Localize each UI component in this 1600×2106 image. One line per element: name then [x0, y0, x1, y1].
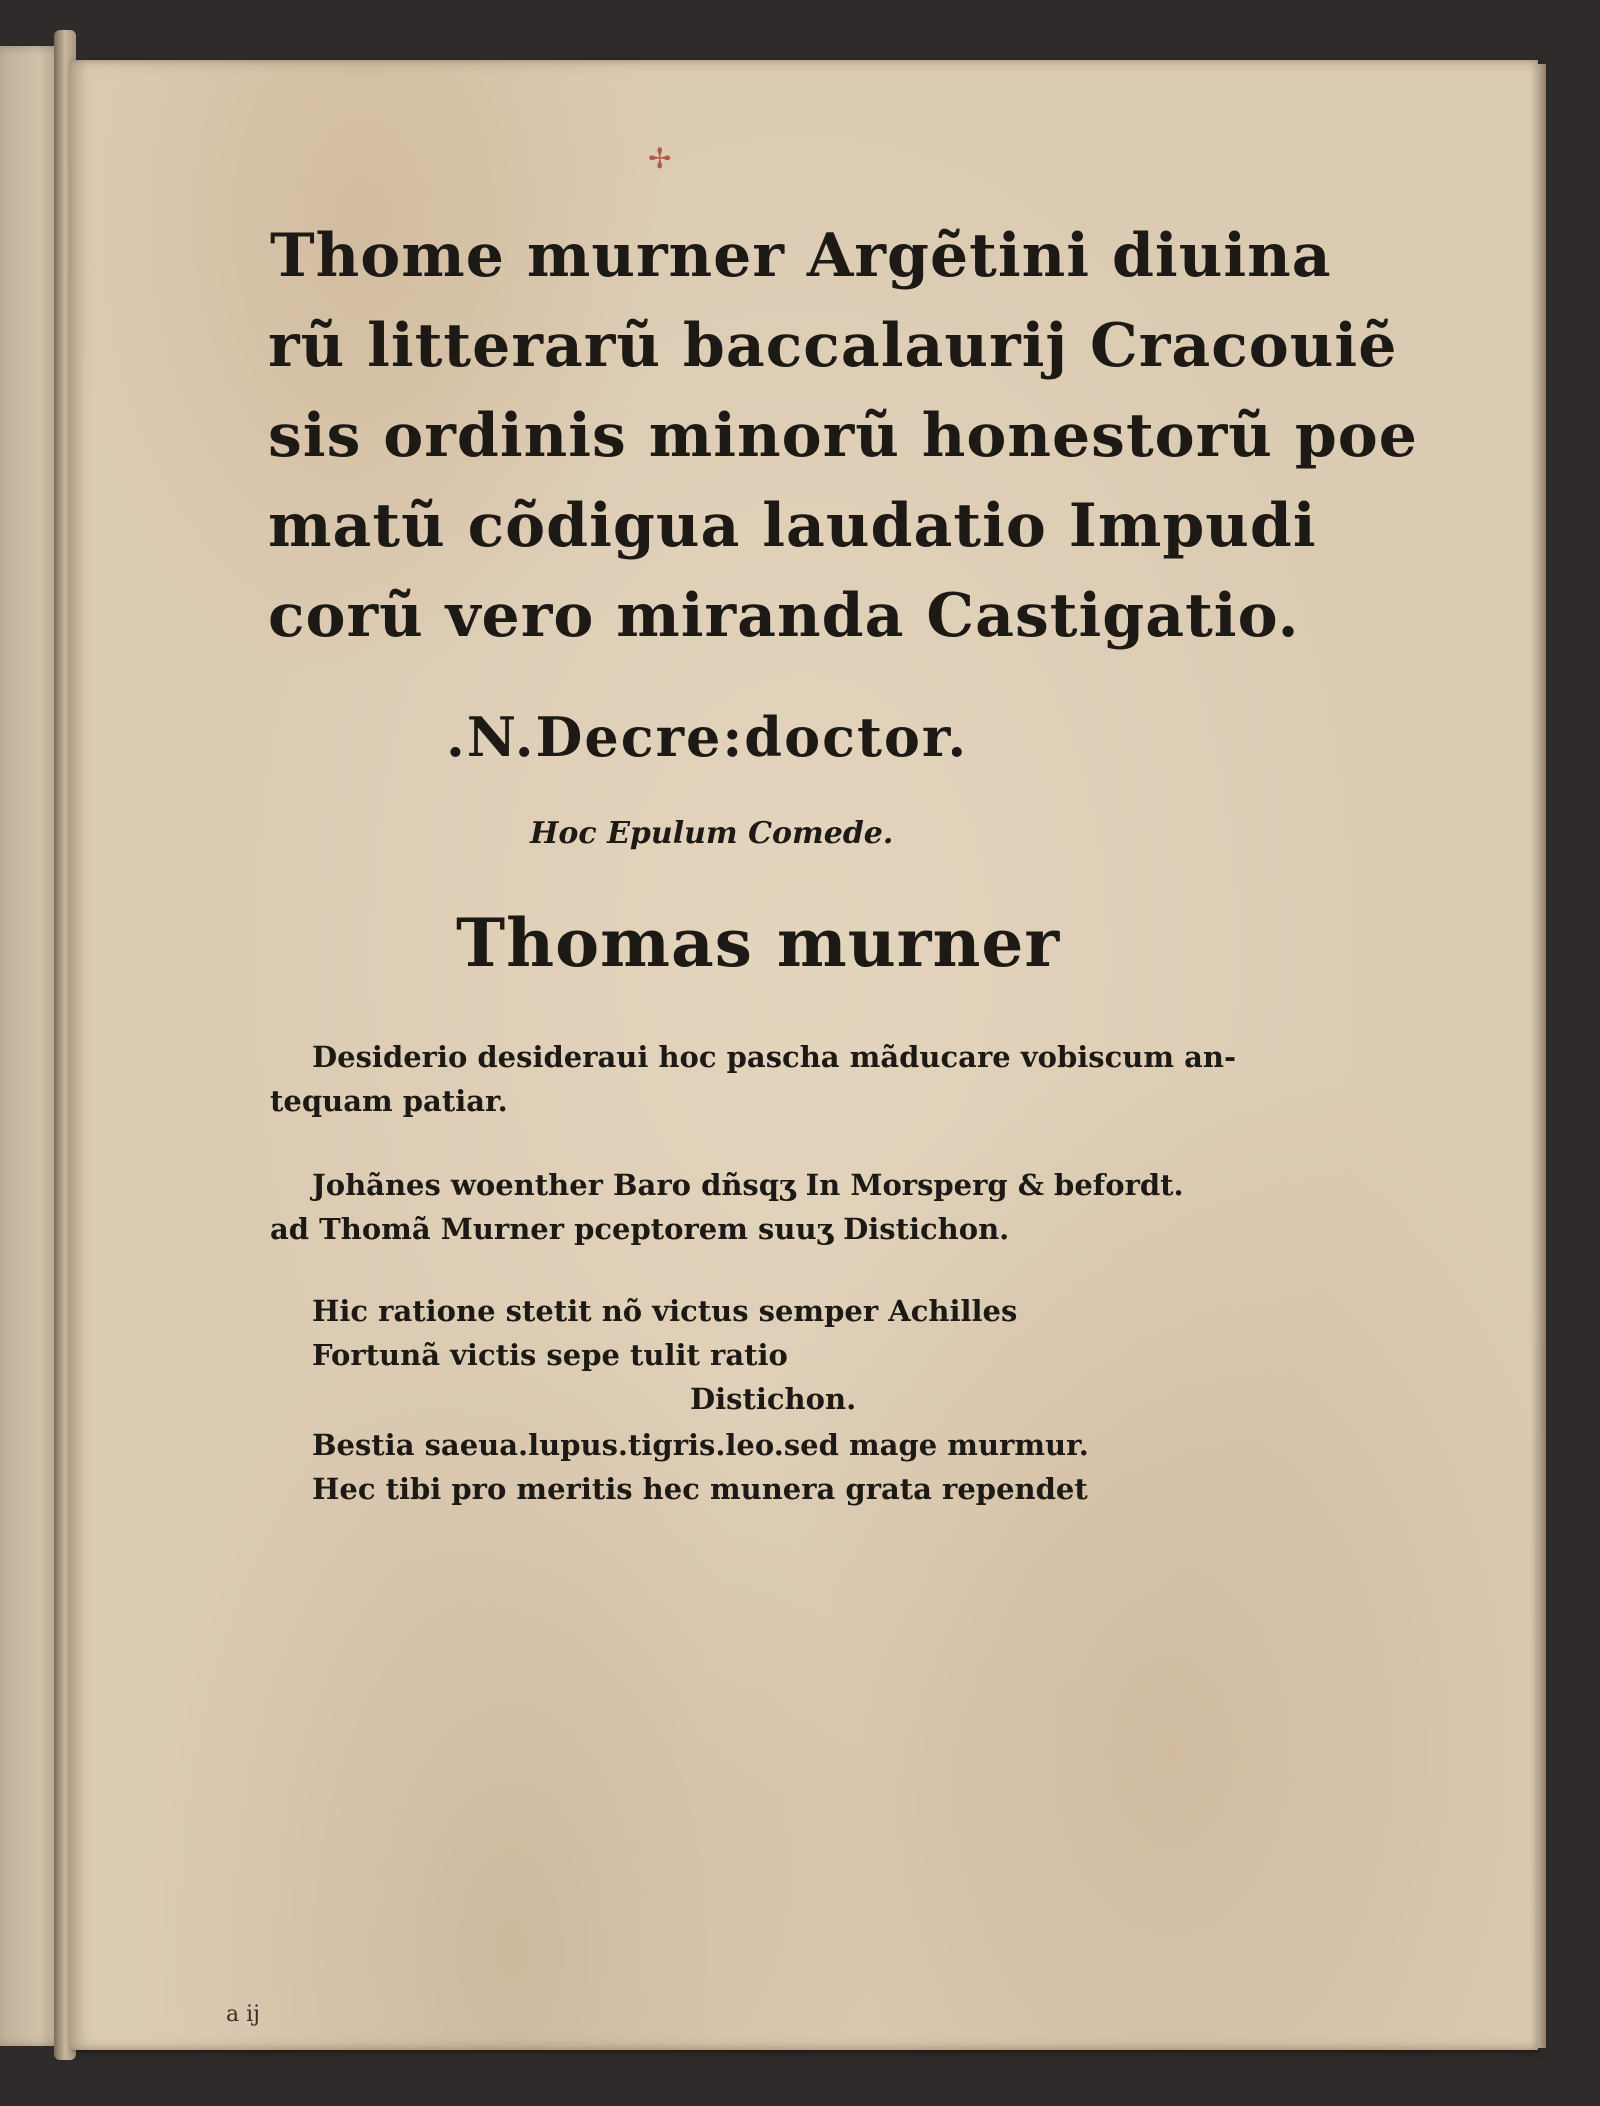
subtitle-doctor: .N.Decre:doctor. — [446, 705, 969, 769]
distichon-heading: Distichon. — [690, 1382, 857, 1416]
quote-line-1: Desiderio desideraui hoc pascha mãducare vobiscum an- — [312, 1040, 1237, 1074]
title-line-2: rũ litterarũ baccalaurij Cracouiẽ — [268, 311, 1398, 381]
library-stamp-mark: ✢ — [648, 142, 672, 175]
signature-mark: a ij — [226, 2002, 260, 2027]
poem2-line-2: Hec tibi pro meritis hec munera grata rependet — [312, 1472, 1088, 1506]
motto: Hoc Epulum Comede. — [530, 816, 894, 851]
title-line-1: Thome murner Argẽtini diuina — [270, 221, 1332, 291]
author-name: Thomas murner — [456, 904, 1061, 982]
dedication-line-1: Johãnes woenther Baro dñsqʒ In Morsperg & befordt. — [312, 1168, 1184, 1202]
title-line-4: matũ cõdigua laudatio Impudi — [268, 491, 1317, 561]
title-line-5: corũ vero miranda Castigatio. — [268, 581, 1300, 651]
title-line-3: sis ordinis minorũ honestorũ poe — [268, 401, 1418, 471]
page-edge-shadow — [1538, 64, 1546, 2048]
poem1-line-1: Hic ratione stetit nõ victus semper Achilles — [312, 1294, 1018, 1328]
dedication-line-2: ad Thomã Murner pceptorem suuʒ Distichon. — [270, 1212, 1010, 1246]
quote-line-2: tequam patiar. — [270, 1084, 508, 1118]
poem1-line-2: Fortunã victis sepe tulit ratio — [312, 1338, 788, 1372]
poem2-line-1: Bestia saeua.lupus.tigris.leo.sed mage murmur. — [312, 1428, 1089, 1462]
